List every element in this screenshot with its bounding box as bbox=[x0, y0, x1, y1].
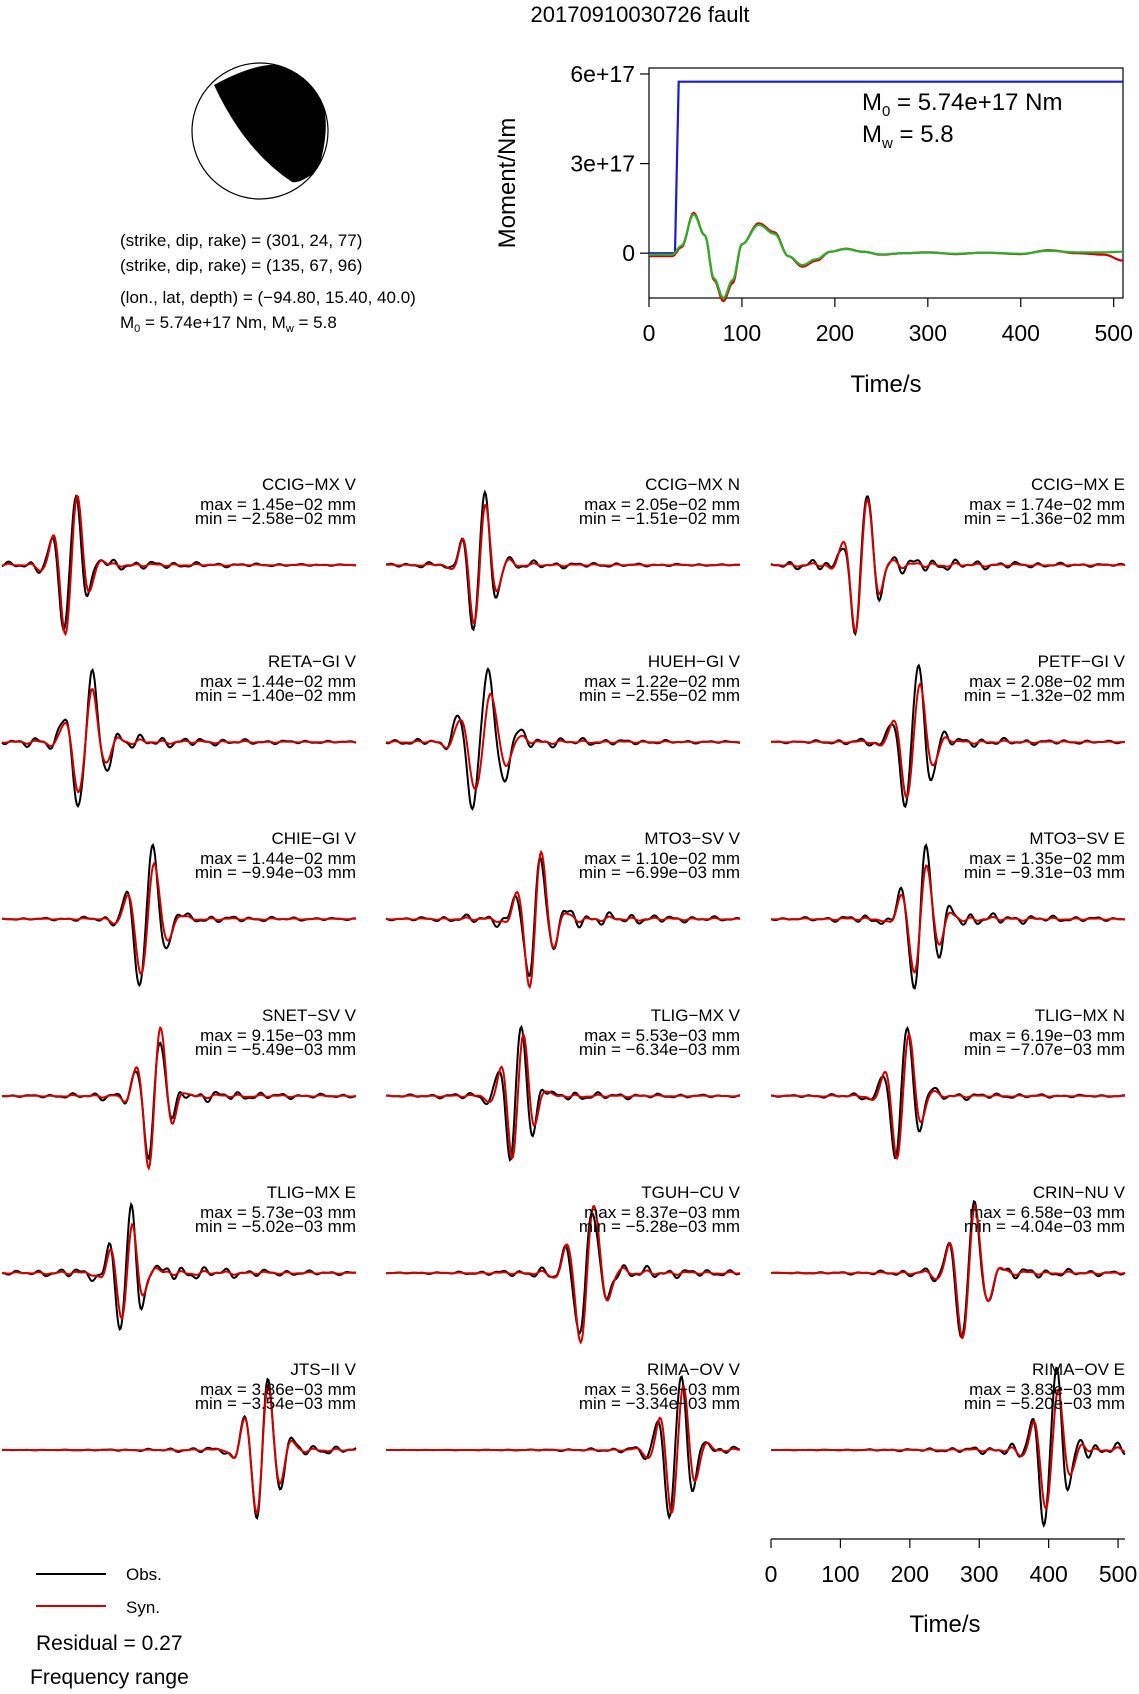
waveform-panel bbox=[386, 829, 741, 987]
station-label: RIMA−OV E bbox=[1031, 1360, 1125, 1379]
moment-series-1 bbox=[649, 213, 1123, 301]
syn-trace bbox=[2, 1225, 356, 1319]
moment-x-axis bbox=[643, 298, 1133, 346]
max-amplitude: max = 5.73e−03 mm bbox=[200, 1203, 356, 1222]
moment-xtick-label: 400 bbox=[1001, 320, 1040, 346]
station-label: CRIN−NU V bbox=[1032, 1183, 1125, 1202]
waveform-xtick-label: 100 bbox=[821, 1561, 860, 1587]
waveform-xtick-label: 400 bbox=[1029, 1561, 1068, 1587]
waveform-xtick-label: 300 bbox=[960, 1561, 999, 1587]
min-amplitude: min = −5.20e−03 mm bbox=[963, 1394, 1125, 1413]
moment-annotation-mw: $M_w = 5.8$ bbox=[862, 121, 954, 152]
moment-chart bbox=[494, 61, 1133, 398]
beachball bbox=[192, 63, 328, 199]
max-amplitude: max = 1.74e−02 mm bbox=[969, 495, 1125, 514]
moment-ytick-label: 0 bbox=[622, 240, 635, 267]
min-amplitude: min = −5.28e−03 mm bbox=[578, 1217, 740, 1236]
waveform-panel bbox=[2, 1360, 357, 1518]
min-amplitude: min = −1.51e−02 mm bbox=[578, 509, 740, 528]
station-label: CCIG−MX V bbox=[262, 475, 356, 494]
max-amplitude: max = 3.56e−03 mm bbox=[584, 1380, 740, 1399]
moment-series-2 bbox=[649, 214, 1123, 298]
station-label: TLIG−MX N bbox=[1034, 1006, 1125, 1025]
waveform-panel bbox=[386, 1183, 741, 1343]
waveform-panel bbox=[2, 1183, 356, 1329]
waveform-xtick-label: 200 bbox=[890, 1561, 930, 1587]
min-amplitude: min = −6.99e−03 mm bbox=[578, 863, 740, 882]
waveform-panel bbox=[386, 1006, 741, 1160]
min-amplitude: min = −4.04e−03 mm bbox=[963, 1217, 1125, 1236]
max-amplitude: max = 6.19e−03 mm bbox=[969, 1026, 1125, 1045]
station-label: SNET−SV V bbox=[261, 1006, 356, 1025]
max-amplitude: max = 3.86e−03 mm bbox=[200, 1380, 356, 1399]
min-amplitude: min = −1.40e−02 mm bbox=[194, 686, 356, 705]
legend-frequency: Frequency range bbox=[30, 1666, 189, 1689]
min-amplitude: min = −1.36e−02 mm bbox=[963, 509, 1125, 528]
min-amplitude: min = −6.34e−03 mm bbox=[578, 1040, 740, 1059]
max-amplitude: max = 1.44e−02 mm bbox=[200, 849, 356, 868]
waveform-xlabel: Time/s bbox=[909, 1611, 981, 1638]
waveform-xtick-label: 0 bbox=[764, 1561, 778, 1587]
waveform-panel bbox=[386, 652, 741, 809]
moment-ytick-label: 6e+17 bbox=[570, 60, 635, 87]
max-amplitude: max = 3.83e−03 mm bbox=[969, 1380, 1125, 1399]
max-amplitude: max = 1.22e−02 mm bbox=[584, 672, 740, 691]
moment-xtick-label: 100 bbox=[722, 320, 762, 346]
min-amplitude: min = −2.58e−02 mm bbox=[194, 509, 356, 528]
waveform-panels bbox=[2, 475, 1126, 1525]
station-label: HUEH−GI V bbox=[647, 652, 740, 671]
max-amplitude: max = 8.37e−03 mm bbox=[584, 1203, 740, 1222]
waveform-x-axis bbox=[765, 1539, 1138, 1638]
station-label: CCIG−MX E bbox=[1031, 475, 1125, 494]
moment-xlabel: Time/s bbox=[850, 371, 922, 398]
legend bbox=[30, 1565, 189, 1689]
min-amplitude: min = −9.31e−03 mm bbox=[963, 863, 1125, 882]
max-amplitude: max = 1.35e−02 mm bbox=[969, 849, 1125, 868]
max-amplitude: max = 5.53e−03 mm bbox=[584, 1026, 740, 1045]
waveform-panel bbox=[771, 829, 1125, 988]
min-amplitude: min = −3.34e−03 mm bbox=[578, 1394, 740, 1413]
station-label: CCIG−MX N bbox=[645, 475, 740, 494]
waveform-panel bbox=[771, 1006, 1125, 1158]
mechanism-line-3: (lon., lat, depth) = (−94.80, 15.40, 40.0) bbox=[120, 288, 416, 307]
station-label: MTO3−SV V bbox=[644, 829, 740, 848]
min-amplitude: min = −5.02e−03 mm bbox=[194, 1217, 356, 1236]
station-label: CHIE−GI V bbox=[271, 829, 356, 848]
legend-obs-label: Obs. bbox=[126, 1565, 162, 1584]
max-amplitude: max = 2.08e−02 mm bbox=[969, 672, 1125, 691]
waveform-panel bbox=[771, 475, 1125, 634]
legend-residual: Residual = 0.27 bbox=[36, 1632, 183, 1655]
mechanism-info bbox=[120, 231, 416, 335]
moment-xtick-label: 300 bbox=[908, 320, 948, 346]
station-label: JTS−II V bbox=[290, 1360, 356, 1379]
moment-xtick-label: 500 bbox=[1094, 320, 1133, 346]
min-amplitude: min = −2.55e−02 mm bbox=[578, 686, 740, 705]
min-amplitude: min = −9.94e−03 mm bbox=[194, 863, 356, 882]
figure-title: 20170910030726 fault bbox=[530, 2, 750, 27]
waveform-panel bbox=[771, 1183, 1126, 1338]
station-label: TGUH−CU V bbox=[641, 1183, 740, 1202]
station-label: RIMA−OV V bbox=[646, 1360, 740, 1379]
waveform-panel bbox=[771, 652, 1126, 807]
mechanism-line-2: (strike, dip, rake) = (135, 67, 96) bbox=[120, 256, 363, 275]
max-amplitude: max = 6.58e−03 mm bbox=[969, 1203, 1125, 1222]
max-amplitude: max = 1.10e−02 mm bbox=[584, 849, 740, 868]
legend-syn-label: Syn. bbox=[126, 1598, 161, 1617]
station-label: MTO3−SV E bbox=[1029, 829, 1125, 848]
waveform-panel bbox=[2, 829, 357, 985]
mechanism-line-4: $M_0 = 5.74e+17$ Nm, $M_w = 5.8$ bbox=[120, 313, 337, 335]
station-label: TLIG−MX V bbox=[650, 1006, 740, 1025]
waveform-panel bbox=[2, 475, 357, 634]
moment-y-axis bbox=[570, 61, 649, 266]
min-amplitude: min = −3.54e−03 mm bbox=[194, 1394, 356, 1413]
mechanism-line-1: (strike, dip, rake) = (301, 24, 77) bbox=[120, 231, 363, 250]
station-label: RETA−GI V bbox=[267, 652, 356, 671]
waveform-panel bbox=[2, 652, 357, 806]
moment-annotation-m0: $M_0 = 5.74e+17$ Nm bbox=[862, 89, 1063, 120]
max-amplitude: max = 1.45e−02 mm bbox=[200, 495, 356, 514]
max-amplitude: max = 2.05e−02 mm bbox=[584, 495, 740, 514]
min-amplitude: min = −1.32e−02 mm bbox=[963, 686, 1125, 705]
moment-xtick-label: 200 bbox=[815, 320, 855, 346]
max-amplitude: max = 9.15e−03 mm bbox=[200, 1026, 356, 1045]
waveform-panel bbox=[386, 475, 740, 630]
min-amplitude: min = −5.49e−03 mm bbox=[194, 1040, 356, 1059]
moment-ylabel: Moment/Nm bbox=[494, 117, 521, 249]
waveform-panel bbox=[386, 1360, 741, 1517]
moment-xtick-label: 0 bbox=[642, 320, 656, 346]
waveform-panel bbox=[2, 1006, 357, 1168]
waveform-xtick-label: 500 bbox=[1098, 1561, 1138, 1587]
moment-ytick-label: 3e+17 bbox=[570, 150, 635, 177]
station-label: PETF−GI V bbox=[1037, 652, 1125, 671]
max-amplitude: max = 1.44e−02 mm bbox=[200, 672, 356, 691]
waveform-panel bbox=[771, 1360, 1125, 1525]
station-label: TLIG−MX E bbox=[266, 1183, 356, 1202]
min-amplitude: min = −7.07e−03 mm bbox=[963, 1040, 1125, 1059]
